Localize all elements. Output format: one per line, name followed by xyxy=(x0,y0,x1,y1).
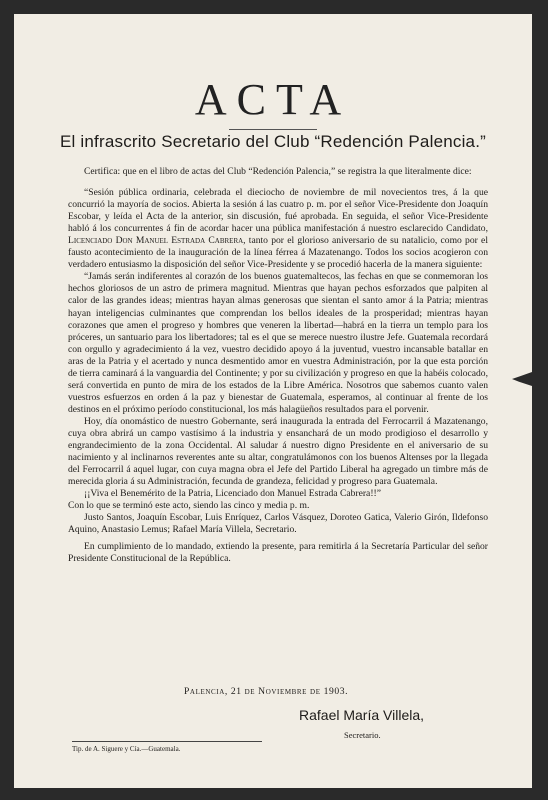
title-divider xyxy=(229,129,317,130)
signer-name: Rafael María Villela, xyxy=(299,707,425,723)
closing-paragraph: En cumplimiento de lo mandado, extiendo la presente, para remitirla á la Secretaría Particular del señor Presidente Constitucional de la República. xyxy=(68,541,488,565)
document-title: ACTA xyxy=(194,75,352,124)
printer-imprint: Tip. de A. Siguere y Cía.—Guatemala. xyxy=(72,741,262,753)
paragraph-text: tanto por el glorioso aniversario de su natalicio, como por el fausto acontecimiento de la inauguración de la línea férrea á Mazatenango. Todos los socios acogieron con verdadero entusiasmo la disposición del señor Vice-Presidente y se procedió hacerla de la manera siguiente: xyxy=(68,235,488,271)
signatories-paragraph: Justo Santos, Joaquín Escobar, Luis Enríquez, Carlos Vásquez, Doroteo Gatica, Valerio Girón, Ildefonso Aquino, Anastasio Lemus; Rafael María Villela, Secretario. xyxy=(68,512,488,536)
place-date: Palencia, 21 de Noviembre de 1903. xyxy=(184,686,349,697)
candidate-name: Licenciado Don Manuel Estrada Cabrera, xyxy=(68,235,246,247)
body-paragraph xyxy=(68,187,488,271)
body-paragraph: Con lo que se terminó este acto, siendo las cinco y media p. m. xyxy=(68,500,310,512)
document-subtitle: El infrascrito Secretario del Club “Redención Palencia.” xyxy=(59,132,486,151)
document-page xyxy=(14,14,532,788)
intro-paragraph: Certifica: que en el libro de actas del Club “Redención Palencia,” se registra la que literalmente dice: xyxy=(84,166,472,177)
paragraph-text: “Sesión pública ordinaria, celebrada el dieciocho de noviembre de mil novecientos tres, á la que concurrió la mayoría de socios. Abierta la sesión á las cuatro p. m. por el señor Vice-Presidente don Joaquín Escobar, y leída el Acta de la anterior, sin discusión, fué aprobada. En seguida, el señor Vice-Presidente habló á los concurrentes á fin de acordar hacer una pública manifestación á nuestro esclarecido Candidato, xyxy=(68,187,488,235)
body-paragraph: Hoy, día onomástico de nuestro Gobernante, será inaugurada la entrada del Ferrocarril á Mazatenango, cuya obra abrirá un campo vastísimo á la industria y ensanchará de un modo prodigioso el desarrollo y engrandecimiento de la zona Occidental. Al saludar á nuestro digno Presidente en el aniversario de su nacimiento y al inclinarnos reverentes ante su altar, congratulámonos con los buenos Altenses por la llegada del Ferrocarril á aquel lugar, con cuya magna obra el Jefe del Partido Liberal ha agregado un timbre más de merecida gloria á su Administración, fecunda de grandeza, felicidad y progreso para Guatemala. xyxy=(68,415,488,488)
paper-tear xyxy=(512,372,532,386)
body-paragraph: “Jamás serán indiferentes al corazón de los buenos guatemaltecos, las fechas en que se conmemoran los hechos gloriosos de un astro de primera magnitud. Mientras que hayan pechos esforzados que palpiten al calor de las grandes ideas; mientras hayan almas generosas que sientan el santo amor á la Patria; mientras hayan inteligencias culminantes que comprendan los bellos ideales de la prosperidad; mientras hayan corazones que amen el progreso y hombres que veneren la libertad—habrá en la tierra un templo para los próceres, un santuario para los libertadores; tal es el que se merece nuestro ilustre Jefe. Guatemala recordará con orgullo y agradecimiento á la vez, vuestro decidido apoyo á la juventud, vuestro incansable batallar en aras de la Patria y el acertado y nunca desmentido amor en vuestra Administración, por la que esta porción de tierra caminará á la vanguardia del Continente; y por su civilización y progreso en que la habéis colocado, será convertida en punto de mira de los estados de la Libre América. Nosotros que sabemos cuanto valen vuestros esfuerzos en orden á la paz y bienestar de Guatemala, esperamos, al continuar al frente de los destinos en el próximo período constitucional, los más halagüeños resultados para el porvenir. xyxy=(68,271,488,415)
signer-role: Secretario. xyxy=(344,730,381,740)
body-paragraph: ¡¡Viva el Benemérito de la Patria, Licenciado don Manuel Estrada Cabrera!!” xyxy=(84,488,381,500)
document-body xyxy=(68,166,488,566)
